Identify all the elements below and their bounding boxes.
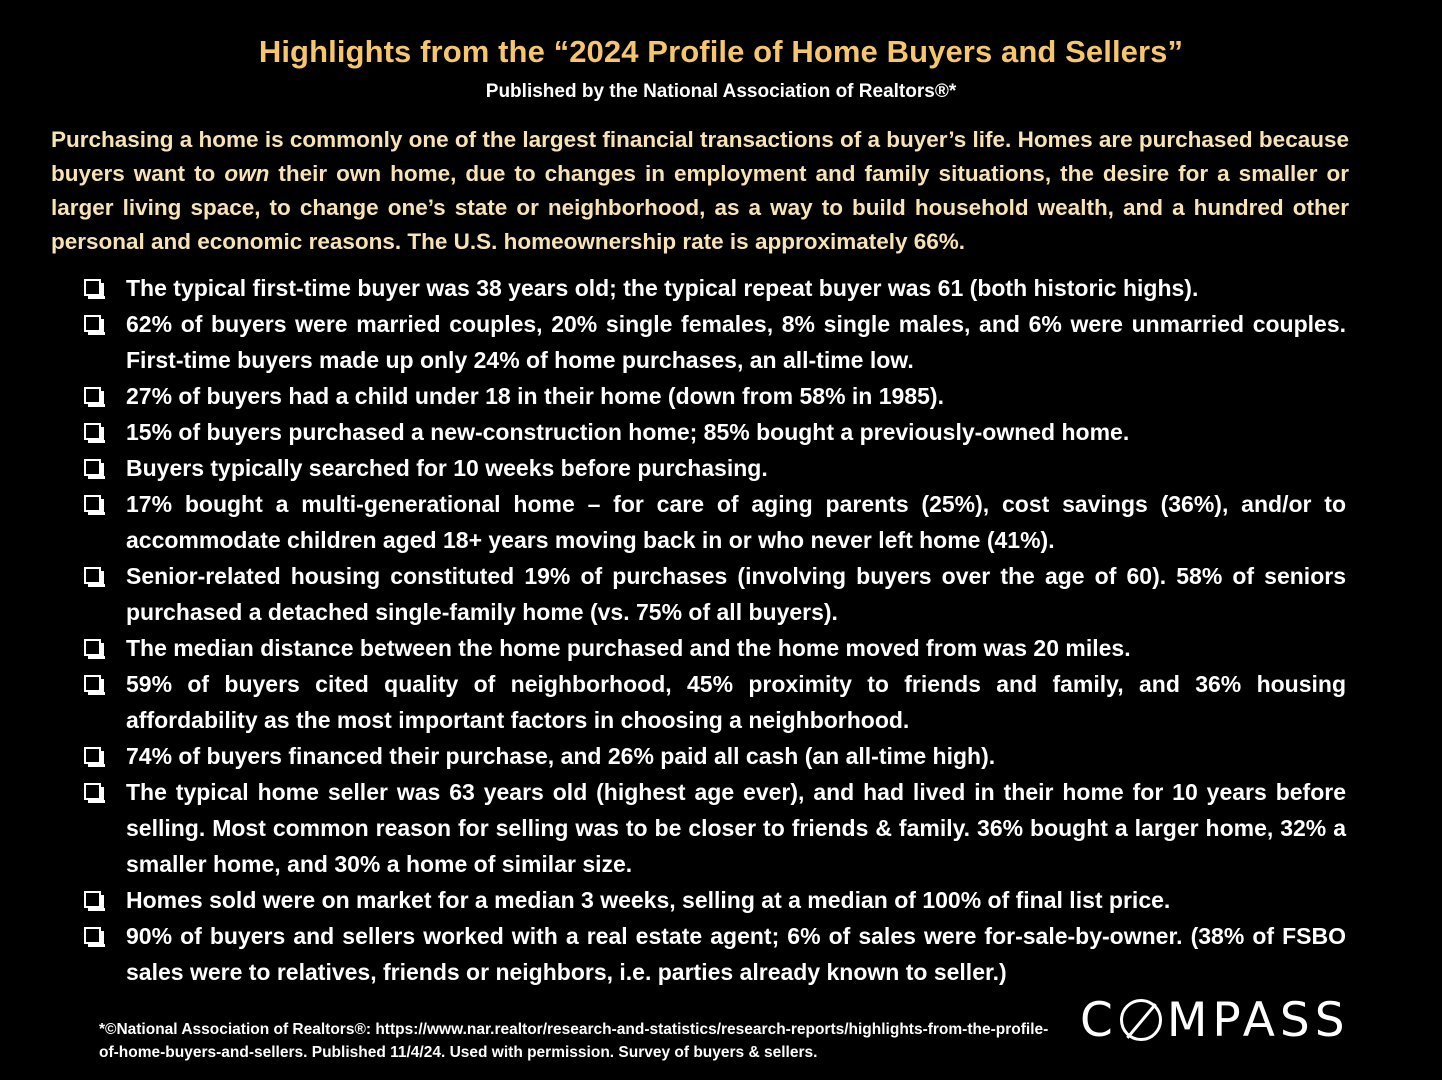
logo-letters-mpass: MPASS (1166, 992, 1350, 1048)
checkbox-icon (84, 423, 101, 440)
list-item-text: 15% of buyers purchased a new-construction home; 85% bought a previously-owned home. (126, 419, 1130, 445)
list-item-text: The typical first-time buyer was 38 years old; the typical repeat buyer was 61 (both historic highs). (126, 275, 1199, 301)
checkbox-icon (84, 927, 101, 944)
checkbox-icon (84, 747, 101, 764)
page-subtitle: Published by the National Association of Realtors®* (485, 81, 957, 102)
checkbox-icon (84, 315, 101, 332)
list-item-text: 74% of buyers financed their purchase, and 26% paid all cash (an all-time high). (126, 743, 996, 769)
checkbox-icon (84, 675, 101, 692)
checkbox-icon (84, 459, 101, 476)
compass-logo (1080, 992, 1350, 1048)
list-item-text: 27% of buyers had a child under 18 in their home (down from 58% in 1985). (126, 383, 944, 409)
list-item-text: 62% of buyers were married couples, 20% single females, 8% single males, and 6% were unmarried couples. First-time buyers made up only 24% of home purchases, an all-time low. (126, 311, 1346, 373)
footnote-citation: *©National Association of Realtors®: https://www.nar.realtor/research-and-statistics/research-reports/highlights-from-the-profile-of-home-buyers-and-sellers. Published 11/4/24. Used with permission. Survey of buyers & sellers. (99, 1021, 1049, 1061)
intro-text-end: their own home, due to changes in employment and family situations, the desire for a smaller or larger living space, to change one’s state or neighborhood, as a way to build household wealth, and a hundred other personal and economic reasons. The U.S. homeownership rate is approximately 66%. (51, 161, 1350, 254)
page-title: Highlights from the “2024 Profile of Home Buyers and Sellers” (258, 34, 1184, 69)
list-item (84, 738, 1346, 774)
list-item (84, 558, 1346, 630)
list-item (84, 306, 1346, 378)
list-item (84, 486, 1346, 558)
list-item-text: Senior-related housing constituted 19% of purchases (involving buyers over the age of 60). 58% of seniors purchased a detached single-family home (vs. 75% of all buyers). (126, 563, 1346, 625)
list-item-text: Homes sold were on market for a median 3 weeks, selling at a median of 100% of final list price. (126, 887, 1171, 913)
intro-emphasis: own (224, 161, 270, 186)
list-item-text: 59% of buyers cited quality of neighborhood, 45% proximity to friends and family, and 36% housing affordability as the most important factors in choosing a neighborhood. (126, 671, 1346, 733)
list-item (84, 666, 1346, 738)
checkbox-icon (84, 567, 101, 584)
checkbox-icon (84, 279, 101, 296)
checkbox-icon (84, 639, 101, 656)
compass-o-icon (1120, 999, 1162, 1041)
list-item (84, 630, 1346, 666)
list-item-text: 17% bought a multi-generational home – for care of aging parents (25%), cost savings (36%), and/or to accommodate children aged 18+ years moving back in or who never left home (41%). (126, 491, 1346, 553)
list-item (84, 414, 1346, 450)
intro-paragraph (51, 123, 1349, 259)
list-item (84, 918, 1346, 990)
list-item (84, 378, 1346, 414)
checkbox-icon (84, 891, 101, 908)
list-item-text: The typical home seller was 63 years old (highest age ever), and had lived in their home for 10 years before selling. Most common reason for selling was to be closer to friends & family. 36% bought a larger home, 32% a smaller home, and 30% a home of similar size. (126, 779, 1346, 877)
checkbox-icon (84, 783, 101, 800)
list-item-text: The median distance between the home purchased and the home moved from was 20 miles. (126, 635, 1131, 661)
logo-letter-c: C (1080, 992, 1118, 1048)
list-item-text: Buyers typically searched for 10 weeks before purchasing. (126, 455, 768, 481)
intro-text-start: Purchasing a home is commonly one of the largest financial transactions of a buyer’s life. Homes are purchased because buyers want to (51, 127, 1349, 186)
checkbox-icon (84, 495, 101, 512)
list-item (84, 882, 1346, 918)
list-item (84, 450, 1346, 486)
checkbox-icon (84, 387, 101, 404)
highlights-list (84, 270, 1346, 990)
list-item-text: 90% of buyers and sellers worked with a real estate agent; 6% of sales were for-sale-by-owner. (38% of FSBO sales were to relatives, friends or neighbors, i.e. parties already known to seller.) (126, 923, 1346, 985)
list-item (84, 774, 1346, 882)
list-item (84, 270, 1346, 306)
